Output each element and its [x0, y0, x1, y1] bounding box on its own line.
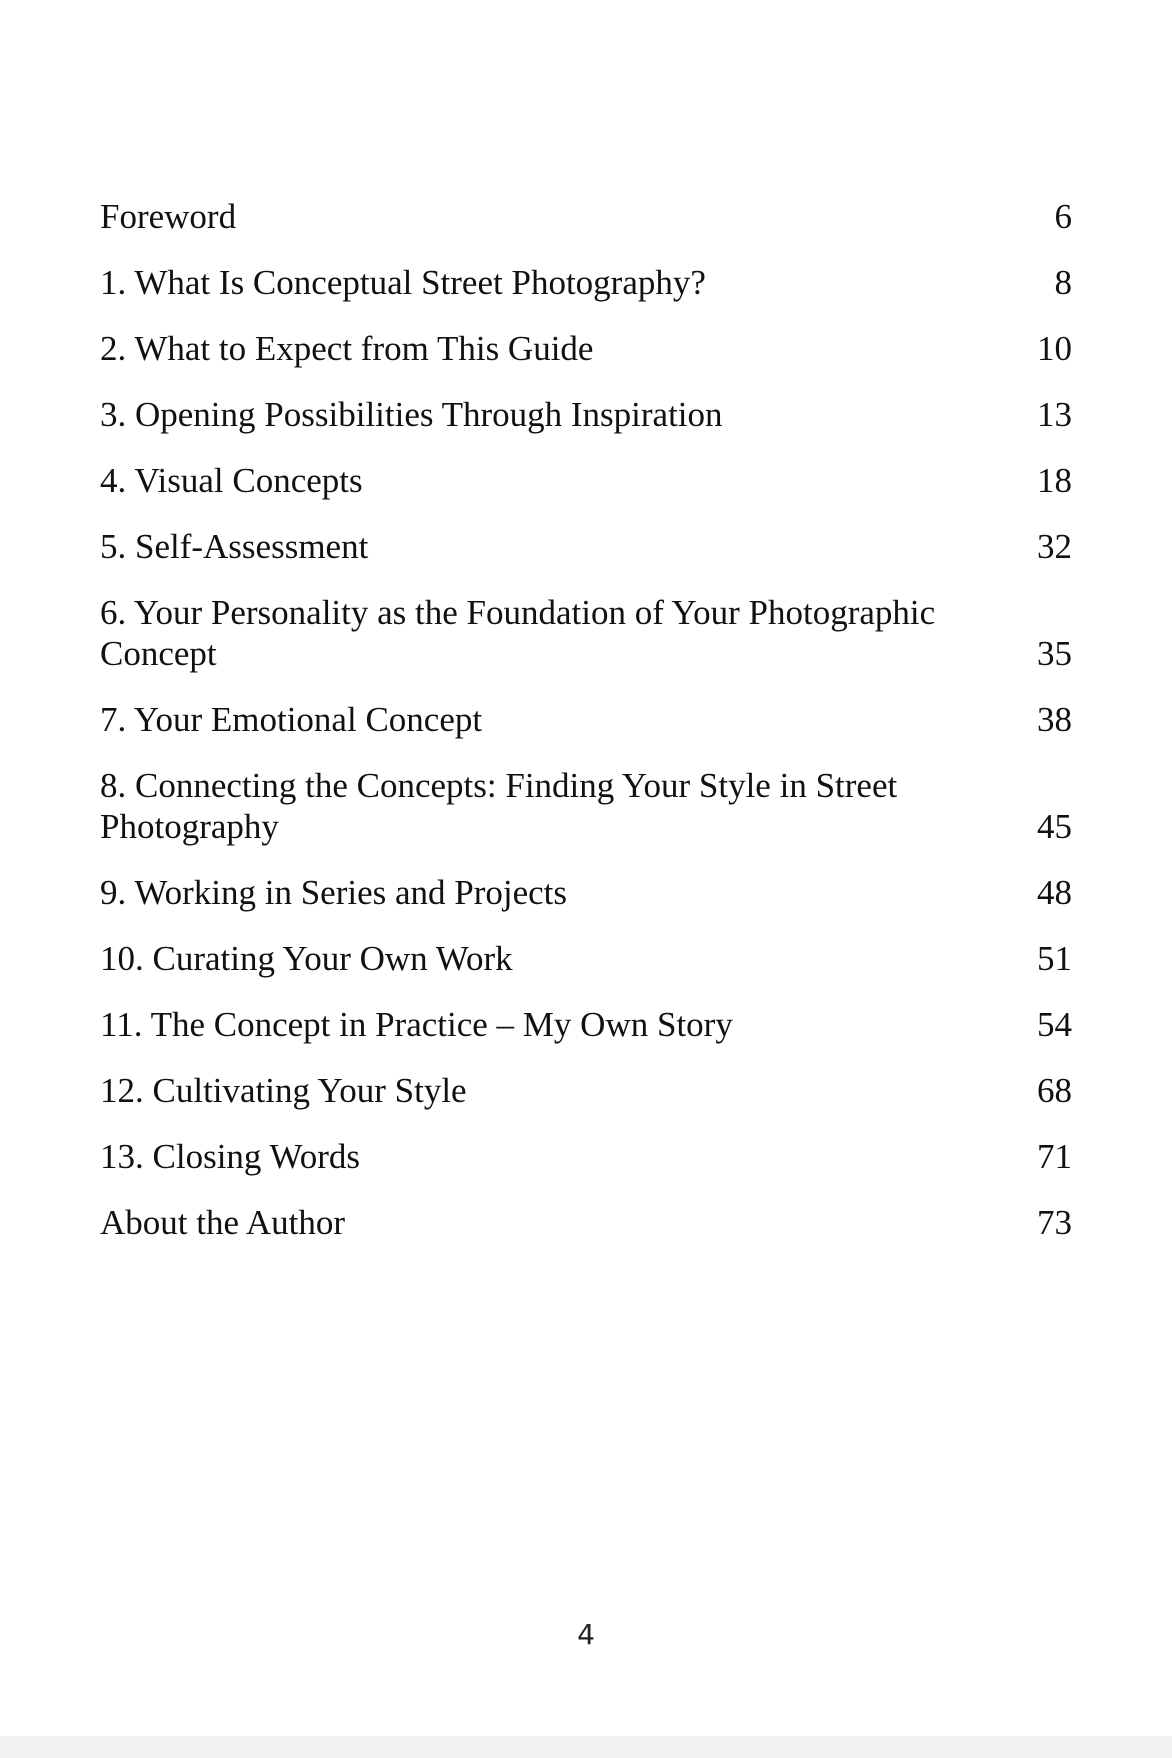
- toc-entry-chapter-3[interactable]: [100, 394, 1072, 435]
- toc-entry-page: 68: [1037, 1071, 1072, 1110]
- toc-entry-page: 8: [1054, 263, 1072, 302]
- toc-entry-title: 4. Visual Concepts: [100, 461, 363, 500]
- toc-entry-title: 7. Your Emotional Concept: [100, 700, 483, 739]
- table-of-contents: [100, 196, 1072, 1268]
- toc-entry-page: 71: [1037, 1137, 1072, 1176]
- toc-entry-title: 3. Opening Possibilities Through Inspiration: [100, 395, 723, 434]
- viewer-bottom-bar: [0, 1736, 1172, 1758]
- toc-entry-chapter-2[interactable]: [100, 328, 1072, 369]
- toc-entry-chapter-10[interactable]: [100, 938, 1072, 979]
- toc-entry-chapter-8[interactable]: [100, 765, 1072, 847]
- toc-entry-about-author[interactable]: [100, 1202, 1072, 1243]
- toc-entry-chapter-9[interactable]: [100, 872, 1072, 913]
- toc-entry-title: 10. Curating Your Own Work: [100, 939, 513, 978]
- toc-entry-chapter-4[interactable]: [100, 460, 1072, 501]
- toc-entry-page: 54: [1037, 1005, 1072, 1044]
- toc-entry-page: 6: [1054, 197, 1072, 236]
- toc-entry-foreword[interactable]: [100, 196, 1072, 237]
- toc-entry-title: 2. What to Expect from This Guide: [100, 329, 594, 368]
- toc-entry-page: 48: [1037, 873, 1072, 912]
- toc-entry-page: 10: [1037, 329, 1072, 368]
- toc-entry-page: 45: [1037, 807, 1072, 846]
- toc-entry-chapter-7[interactable]: [100, 699, 1072, 740]
- toc-entry-title: 9. Working in Series and Projects: [100, 873, 568, 912]
- toc-entry-chapter-13[interactable]: [100, 1136, 1072, 1177]
- toc-entry-chapter-5[interactable]: [100, 526, 1072, 567]
- toc-entry-page: 51: [1037, 939, 1072, 978]
- toc-entry-page: 18: [1037, 461, 1072, 500]
- toc-entry-title: About the Author: [100, 1203, 345, 1242]
- toc-entry-title: 6. Your Personality as the Foundation of Your Photographic Concept: [100, 593, 936, 673]
- toc-entry-title: 12. Cultivating Your Style: [100, 1071, 467, 1110]
- toc-entry-title: 1. What Is Conceptual Street Photography?: [100, 263, 706, 302]
- toc-entry-title: 11. The Concept in Practice – My Own Story: [100, 1005, 733, 1044]
- toc-entry-page: 32: [1037, 527, 1072, 566]
- toc-entry-title: 5. Self-Assessment: [100, 527, 369, 566]
- toc-entry-page: 73: [1037, 1203, 1072, 1242]
- toc-entry-title: 13. Closing Words: [100, 1137, 361, 1176]
- toc-entry-title: 8. Connecting the Concepts: Finding Your Style in Street Photography: [100, 766, 898, 846]
- toc-entry-page: 38: [1037, 700, 1072, 739]
- toc-entry-title: Foreword: [100, 197, 237, 236]
- toc-entry-page: 13: [1037, 395, 1072, 434]
- toc-entry-chapter-11[interactable]: [100, 1004, 1072, 1045]
- toc-entry-chapter-6[interactable]: [100, 592, 1072, 674]
- page-number: 4: [577, 1618, 595, 1651]
- toc-entry-chapter-1[interactable]: [100, 262, 1072, 303]
- toc-entry-chapter-12[interactable]: [100, 1070, 1072, 1111]
- toc-entry-page: 35: [1037, 634, 1072, 673]
